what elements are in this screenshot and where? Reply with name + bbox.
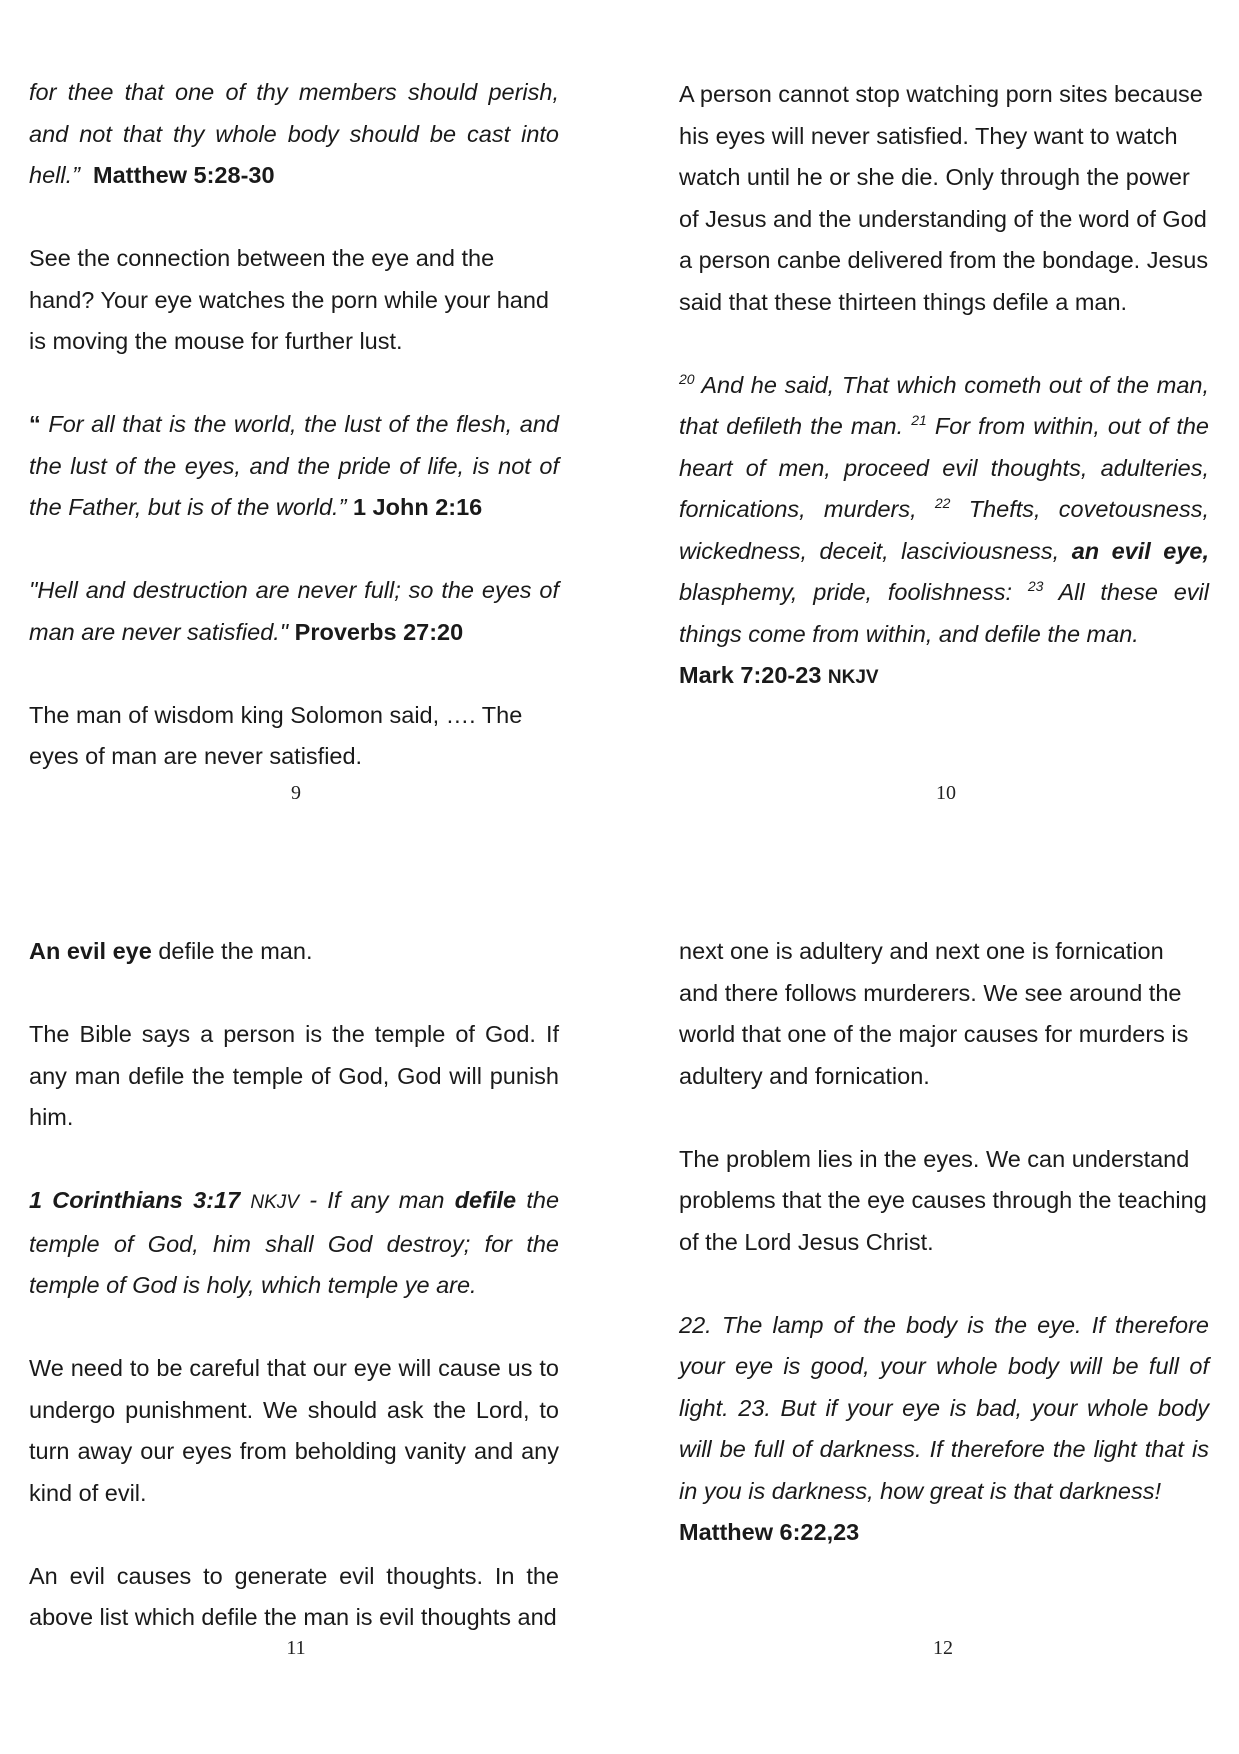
verse-number: 21 (911, 412, 927, 428)
scripture-reference: Mark 7:20-23 (679, 662, 822, 688)
paragraph-adultery: next one is adultery and next one is fornication and there follows murderers. We see around the world that one of the major causes for murders is adultery and fornication. (679, 938, 1189, 1089)
paragraph-corinthians-quote (29, 1180, 559, 1307)
page-11-column (29, 931, 559, 1639)
emphasis-defile: defile (454, 1187, 517, 1213)
verse-22-a: Thefts, covetousness, wickedness, deceit, lasciviousness, (679, 496, 1209, 564)
verse-number: 22 (934, 495, 951, 511)
verse-20: And he said, That which cometh out of the man, that defileth the man. (679, 371, 1209, 439)
scripture-part: the temple of God, him shall God destroy; for the temple of God is holy, which temple ye are. (29, 1187, 560, 1298)
paragraph-evil-thoughts: An evil causes to generate evil thoughts. In the above list which defile the man is evil thoughts and (29, 1562, 559, 1630)
paragraph-1-john-quote (29, 404, 559, 529)
scripture-text: "Hell and destruction are never full; so the eyes of man are never satisfied." (29, 577, 559, 645)
paragraph-mark-quote (679, 365, 1209, 699)
paragraph-matthew-quote-end (29, 72, 559, 197)
verse-23: All these evil things come from within, and defile the man. (679, 579, 1209, 647)
scripture-reference: 1 John 2:16 (352, 494, 483, 520)
page-number: 10 (936, 782, 956, 804)
verse-21: For from within, out of the heart of men, proceed evil thoughts, adulteries, fornications, murders, (679, 413, 1209, 522)
scripture-reference: 1 Corinthians 3:17 (29, 1187, 241, 1213)
scripture-text (29, 1187, 559, 1298)
scripture-reference: Proverbs 27:20 (294, 618, 464, 645)
verse-number: 23 (1027, 578, 1044, 594)
paragraph-porn-bondage: A person cannot stop watching porn sites because his eyes will never satisfied. They want to watch watch until he or she die. Only through the power of Jesus and the understanding of the word of God a person canbe delivered from the bondage. Jesus said that these thirteen things defile a man. (679, 81, 1209, 315)
scripture-text: For all that is the world, the lust of the flesh, and the lust of the eyes, and the pride of life, is not of the Father, but is of the world.” (29, 411, 559, 520)
verse-22-b: blasphemy, pride, foolishness: (679, 579, 1013, 605)
bible-version: NKJV (827, 667, 879, 688)
scripture-text: 22. The lamp of the body is the eye. If therefore your eye is good, your whole body will be full of light. 23. But if your eye is bad, your whole body will be full of darkness. If therefore the light that is in you is darkness, how great is that darkness! (679, 1311, 1209, 1504)
page-number: 11 (286, 1637, 306, 1659)
paragraph-temple: The Bible says a person is the temple of God. If any man defile the temple of God, God will punish him. (29, 1021, 559, 1130)
page-number: 9 (291, 782, 301, 804)
paragraph-solomon: The man of wisdom king Solomon said, …. The eyes of man are never satisfied. (29, 701, 523, 769)
scripture-reference: Matthew 6:22,23 (679, 1519, 860, 1545)
paragraph-proverbs-quote (29, 570, 559, 653)
page-12-column (679, 931, 1209, 1554)
emphasis-evil-eye: An evil eye (29, 938, 152, 964)
quote-mark: “ (29, 411, 41, 437)
paragraph-problem-eyes: The problem lies in the eyes. We can understand problems that the eye causes through the teaching of the Lord Jesus Christ. (679, 1145, 1207, 1255)
paragraph-eye-hand: See the connection between the eye and the hand? Your eye watches the porn while your hand is moving the mouse for further lust. (29, 245, 549, 354)
page-number: 12 (933, 1637, 953, 1659)
page-10-column (679, 74, 1209, 699)
bible-version: NKJV (250, 1192, 299, 1213)
page-9-column (29, 72, 559, 778)
scripture-part: - If any man (309, 1187, 445, 1213)
scripture-reference: Matthew 5:28-30 (93, 162, 275, 188)
verse-number: 20 (679, 370, 695, 387)
scripture-text (679, 372, 1209, 647)
scripture-text: for thee that one of thy members should perish, and not that thy whole body should be cast into hell.” (29, 79, 559, 188)
paragraph-evil-eye (29, 931, 559, 973)
emphasis-evil-eye: an evil eye, (1071, 537, 1210, 564)
paragraph-matthew-6 (679, 1305, 1209, 1554)
paragraph-careful: We need to be careful that our eye will cause us to undergo punishment. We should ask the Lord, to turn away our eyes from beholding vanity and any kind of evil. (29, 1355, 559, 1506)
paragraph-text: defile the man. (158, 938, 313, 964)
